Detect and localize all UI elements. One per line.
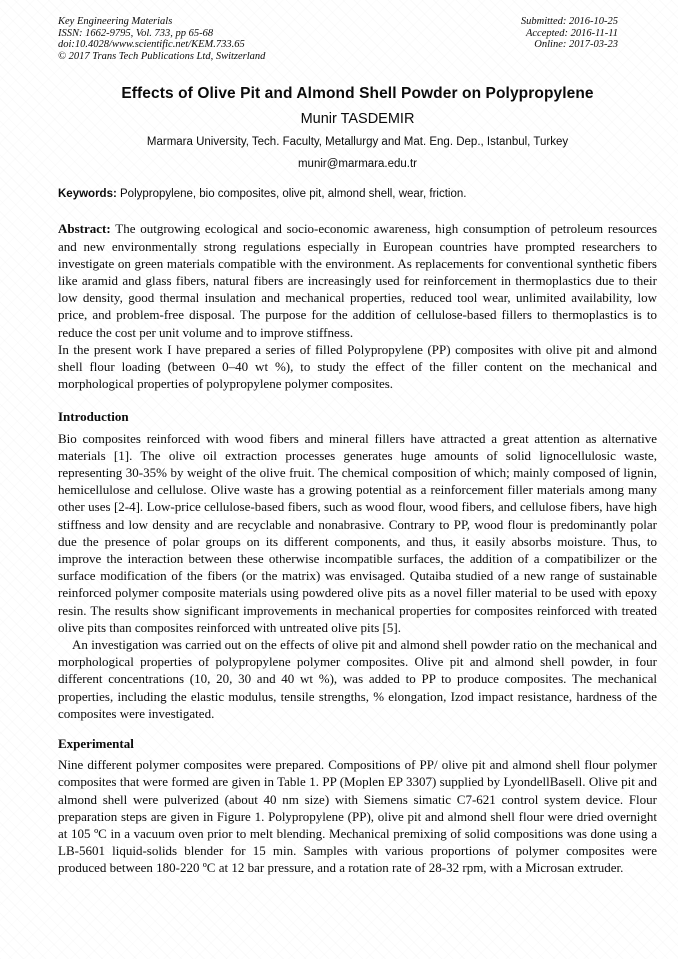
abstract-text: The outgrowing ecological and socio-economic awareness, high consumption of petroleum resources and new environmentally strong regulations especially in European countries have prompted researchers to investigate on green materials compatible with the environment. As replacements for conventional synthetic fibers like aramid and glass fibers, natural fibers are increasingly used for reinforcement in thermoplastics due to their low density, good thermal insulation and mechanical properties, reduced tool wear, unlimited availability, low price, and problem-free disposal. The purpose for the addition of cellulose-based fillers to thermoplastics is to reduce the cost per unit volume and to improve stiffness. — [58, 221, 658, 340]
author-name: Munir TASDEMIR — [300, 111, 415, 128]
accepted-date: Accepted: 2016-11-11 — [525, 27, 618, 39]
introduction-paragraph-1: Bio composites reinforced with wood fibers and mineral fillers have attracted a great attention as alternative materials [1]. The olive oil extraction processes generates huge amounts of solid lignocellulosic waste, representing 30-35% by weight of the olive fruit. The chemical composition of which; mainly composed of lignin, hemicellulose and cellulose. Olive waste has a growing potential as a reinforcement filler materials among many other uses [2-4]. Low-price cellulose-based fibers, such as wood flour, wood fibers, and cellulose fibers, have high stiffness and low density and are recyclable and nonabrasive. Contrary to PP, wood flour is predominantly polar due the presence of polar groups on its different components, and thus, it easily absorbs moisture. Thus, to improve the interaction between these otherwise incompatible surfaces, the addition of a compatibilizer or the surface modification of the fibers (or the matrix) was envisaged. Qutaiba studied of a new range of sustainable reinforced polymer composite materials using powdered olive pits as a novel filler material to be used with epoxy resin. The results show significant improvements in mechanical properties for composites reinforced with treated olive pits than composites reinforced with untreated olive pits [5]. — [58, 430, 657, 635]
keywords-line — [58, 188, 657, 200]
journal-meta-block — [58, 16, 265, 62]
submitted-date: Submitted: 2016-10-25 — [520, 16, 618, 27]
author-email: munir@marmara.edu.tr — [297, 158, 418, 171]
keywords-label: Keywords: — [58, 188, 117, 201]
section-heading-introduction: Introduction — [58, 409, 129, 425]
section-experimental — [58, 735, 657, 877]
author-affiliation: Marmara University, Tech. Faculty, Metallurgy and Mat. Eng. Dep., Istanbul, Turkey — [146, 136, 569, 149]
doi-line: doi:10.4028/www.scientific.net/KEM.733.65 — [58, 39, 245, 51]
abstract-block — [58, 220, 657, 392]
submission-dates-block — [521, 16, 657, 62]
issn-line: ISSN: 1662-9795, Vol. 733, pp 65-68 — [58, 27, 214, 39]
introduction-paragraph-2: An investigation was carried out on the effects of olive pit and almond shell powder ratio on the mechanical and morphological properties of polypropylene polymer composites. Olive pit and almond shell powder, in four different concentrations (10, 20, 30 and 40 wt %), was added to PP to produce composites. The mechanical properties, including the elastic modulus, tensile strengths, % elongation, Izod impact resistance, hardness of the composites were investigated. — [58, 637, 657, 721]
title-block — [58, 85, 657, 170]
section-heading-experimental: Experimental — [58, 736, 134, 752]
journal-header — [58, 16, 657, 62]
abstract-paragraph — [58, 220, 657, 340]
abstract-label: Abstract: — [58, 221, 111, 237]
journal-name: Key Engineering Materials — [58, 16, 173, 27]
experimental-paragraph-1: Nine different polymer composites were prepared. Compositions of PP/ olive pit and almond shell flour polymer composites that were formed are given in Table 1. PP (Moplen EP 3307) supplied by LyondellBasell. Olive pit and almond shell were pulverized (about 40 nm size) with Siemens simatic C7-621 control system device. Flour preparation steps are given in Figure 1. Polypropylene (PP), olive pit and almond shell flour were dried overnight at 105 ºC in a vacuum oven prior to melt blending. Mechanical premixing of solid compositions was done using a LB-5601 liquid-solids blender for 15 min. Samples with various proportions of polymer composites were produced between 180-220 ºC at 12 bar pressure, and a rotation rate of 28-32 rpm, with a Microsan extruder. — [58, 757, 657, 876]
online-date: Online: 2017-03-23 — [534, 39, 618, 51]
section-introduction — [58, 408, 657, 722]
abstract-paragraph-2: In the present work I have prepared a series of filled Polypropylene (PP) composites with olive pit and almond shell flour loading (between 0–40 wt %), to study the effect of the filler content on the mechanical and morphological properties of polypropylene polymer composites. — [58, 341, 657, 392]
copyright-line: © 2017 Trans Tech Publications Ltd, Switzerland — [58, 50, 266, 62]
paper-title: Effects of Olive Pit and Almond Shell Powder on Polypropylene — [121, 85, 594, 103]
keywords-text: Polypropylene, bio composites, olive pit, almond shell, wear, friction. — [120, 188, 467, 201]
